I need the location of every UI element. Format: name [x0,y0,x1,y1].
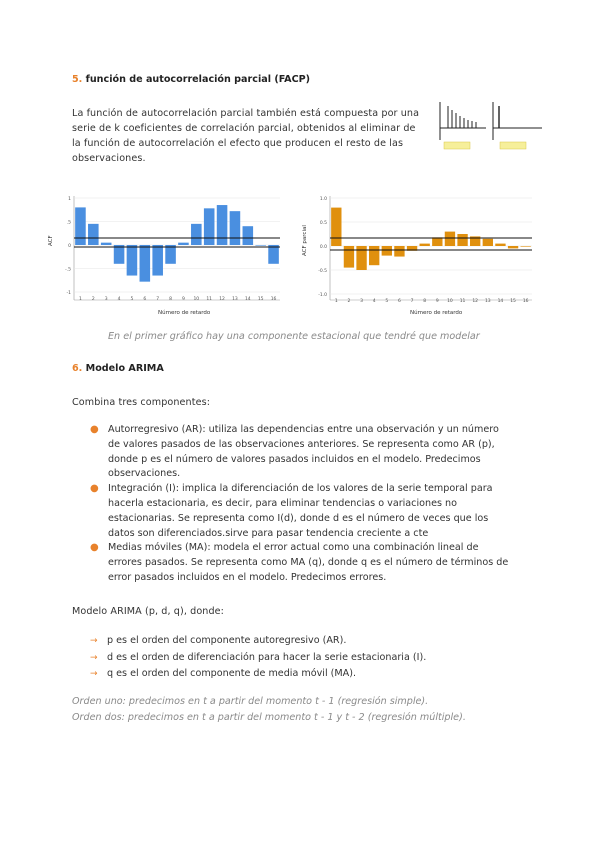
acf-x-tick-label: 11 [206,297,213,302]
arima-components-list [90,423,510,586]
acf-y-axis-label: ACF [48,235,54,246]
acf-bar [178,243,189,245]
acf-x-tick-label: 14 [244,297,251,302]
facp-chart [300,190,538,320]
acf-x-tick-label: 16 [270,297,277,302]
acf-bar [114,245,125,264]
acf-chart [48,190,286,320]
facp-x-axis-label: Número de retardo [410,310,463,316]
bullet-icon: ● [90,542,99,554]
facp-bar [382,246,392,256]
acf-y-tick-label: 1 [68,197,71,202]
acf-bar [101,243,112,245]
list-item: → q es el orden del componente de media móvil (MA). [90,666,510,683]
arrow-right-icon: → [90,652,98,663]
acf-x-tick-label: 12 [219,297,225,302]
facp-bar [495,244,505,246]
acf-x-tick-label: 10 [193,297,200,302]
section-number: 5. [72,74,83,85]
acf-x-tick-label: 13 [232,297,238,302]
acf-bar [75,207,86,245]
acf-y-tick-label: .5 [66,220,71,226]
facp-bar [394,246,404,257]
facp-bar [369,246,379,265]
arrow-right-icon: → [90,636,98,646]
list-item: ● Autorregresivo (AR): utiliza las dependencias entre una observación y un número de valores pasados de las observaciones anteriores. Se representa como AR (p), donde p es el número de valores pasados incluidos en el modelo. Predecimos observaciones. [90,424,499,480]
order-two-note: Orden dos: predecimos en t a partir del momento t - 1 y t - 2 (regresión múltiple). [72,712,466,723]
acf-x-tick-label: 4 [117,297,121,302]
facp-y-tick-label: -1.0 [318,293,327,298]
section-number: 6. [72,363,83,374]
acf-x-tick-label: 5 [130,297,134,302]
bullet-icon: ● [90,424,99,435]
acf-bar [127,245,138,276]
facp-x-tick-label: 1 [334,299,338,304]
facp-y-tick-label: -0.5 [318,269,327,274]
facp-x-tick-label: 9 [435,299,439,304]
facp-x-tick-label: 3 [360,299,363,304]
facp-x-tick-label: 4 [372,299,376,304]
acf-bar [140,245,151,282]
facp-x-tick-label: 13 [484,299,491,304]
facp-x-tick-label: 11 [459,299,466,304]
acf-bar [268,245,279,264]
list-item: → p es el orden del componente autoregresivo (AR). [90,633,510,650]
facp-bar [521,246,531,247]
list-item: ● Integración (I): implica la diferenciación de los valores de la serie temporal para hacerla estacionaria, es decir, para eliminar tendencias o variaciones no estacionarias. Se representa como I(d), donde d es el número de veces que los datos son diferenciados.sirve para pasar tendencia creciente a cte [90,483,493,539]
facp-x-tick-label: 12 [472,299,479,304]
facp-x-tick-label: 6 [398,299,401,304]
facp-x-tick-label: 16 [522,299,529,304]
bullet-icon: ● [90,483,99,495]
facp-y-axis-label: ACF parcial [302,225,308,256]
acf-x-tick-label: 15 [257,297,264,302]
section-title: función de autocorrelación parcial (FACP) [85,74,311,85]
section-title: Modelo ARIMA [85,363,164,374]
list-item: → d es el orden de diferenciación para hacer la serie estacionaria (I). [90,650,510,667]
arima-model-line: Modelo ARIMA (p, d, q), donde: [72,606,224,617]
acf-bar [204,208,215,245]
facp-y-tick-label: 0.5 [319,221,327,226]
acf-bar [165,245,176,264]
chart-caption: En el primer gráfico hay una componente estacional que tendré que modelar [108,331,480,342]
acf-x-tick-label: 6 [143,297,147,302]
acf-bar [191,224,202,245]
acf-y-tick-label: 0 [68,244,71,249]
facp-y-tick-label: 1.0 [319,197,327,202]
facp-x-tick-label: 14 [497,299,504,304]
acf-x-axis-label: Número de retardo [158,310,211,316]
acf-bar [217,205,228,245]
order-one-note: Orden uno: predecimos en t a partir del momento t - 1 (regresión simple). [72,696,429,707]
acf-bar [88,224,99,245]
acf-bar [152,245,163,276]
arima-parameters-list [90,633,510,683]
acf-bar [243,226,254,245]
section-6-heading [72,363,164,374]
list-item: ● Medias móviles (MA): modela el error actual como una combinación lineal de errores pasados. Se representa como MA (q), donde q es el número de términos de error pasados incluidos en el modelo. Predecimos errores. [90,542,509,583]
section-5-heading [72,74,310,85]
arima-intro: Combina tres componentes: [72,397,211,408]
facp-bar [483,239,493,246]
facp-bar [331,208,341,246]
acf-thumbnail-image [436,100,546,155]
facp-x-tick-label: 10 [447,299,453,304]
acf-y-tick-label: -1 [66,291,71,296]
acf-x-tick-label: 8 [169,297,172,302]
facp-bar [445,232,455,246]
acf-bar [230,211,241,245]
acf-x-tick-label: 7 [156,297,160,302]
facp-bar [457,234,467,246]
facp-x-tick-label: 5 [385,299,389,304]
acf-x-tick-label: 9 [182,297,185,302]
acf-y-tick-label: -.5 [65,267,71,273]
acf-bar [255,245,266,246]
facp-y-tick-label: 0.0 [319,245,327,250]
facp-x-tick-label: 8 [423,299,427,304]
facp-bar [432,237,442,246]
facp-bar [344,246,354,268]
facp-x-tick-label: 2 [347,299,351,304]
acf-x-tick-label: 1 [79,297,82,302]
facp-paragraph: La función de autocorrelación parcial también está compuesta por una serie de k coeficientes de correlación parcial, obtenidos al eliminar de la función de autocorrelación el efecto que producen el resto de las observaciones. [72,108,420,164]
facp-x-tick-label: 7 [410,299,414,304]
acf-x-tick-label: 2 [91,297,95,302]
facp-bar [420,244,430,246]
facp-bar [508,246,518,248]
acf-x-tick-label: 3 [104,297,108,302]
arrow-right-icon: → [90,669,98,679]
facp-x-tick-label: 15 [510,299,516,304]
